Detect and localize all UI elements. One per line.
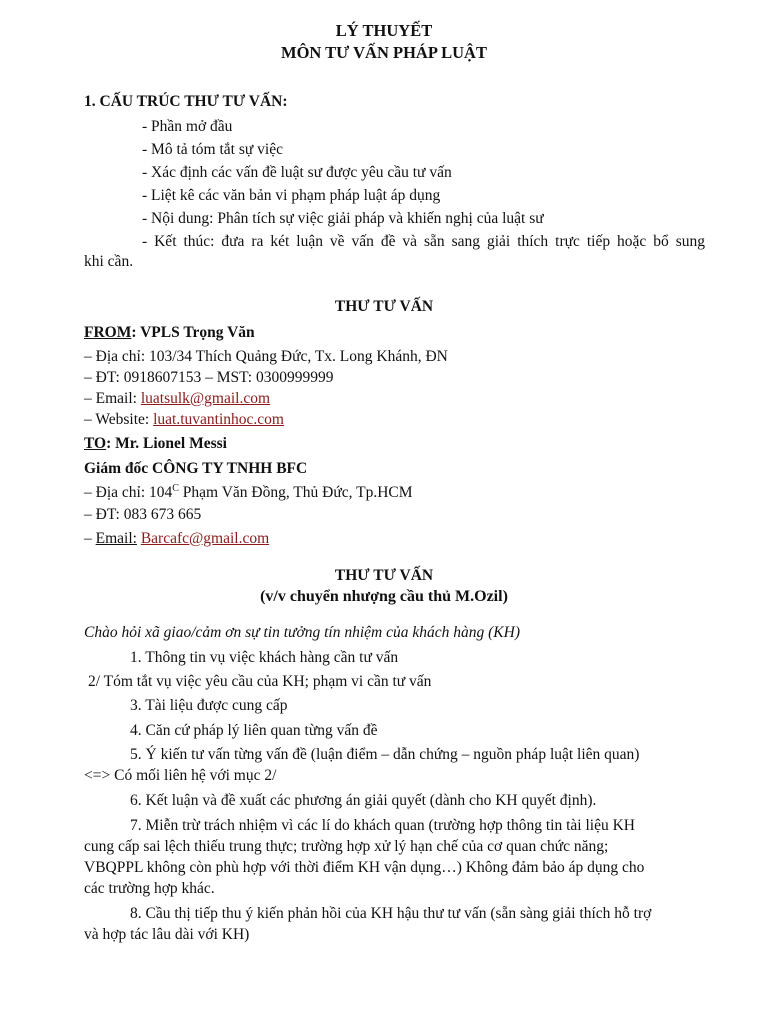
letter2-item-5: 5. Ý kiến tư vấn từng vấn đề (luận điểm – dẫn chứng – nguồn pháp luật liên quan) bbox=[130, 746, 640, 763]
from-name: : VPLS Trọng Văn bbox=[131, 324, 255, 341]
section1-item: - Phần mở đầu bbox=[142, 118, 233, 135]
letter2-heading: THƯ TƯ VẤN bbox=[334, 567, 434, 584]
to-email-link[interactable]: Barcafc@gmail.com bbox=[140, 530, 270, 547]
letter-heading: THƯ TƯ VẤN bbox=[334, 298, 434, 315]
letter2-item-7-cont: VBQPPL không còn phù hợp với thời điểm KH vận dụng…) Không đảm bảo áp dụng cho bbox=[84, 859, 645, 876]
from-label: FROM bbox=[84, 324, 132, 341]
letter2-item-5-cont: <=> Có mối liên hệ với mục 2/ bbox=[84, 767, 277, 784]
letter2-item-3: 3. Tài liệu được cung cấp bbox=[130, 697, 288, 714]
section1-item: - Kết thúc: đưa ra két luận về vấn đề và sẵn sang giải thích trực tiếp hoặc bổ sung bbox=[142, 233, 705, 250]
to-email-line bbox=[84, 529, 269, 549]
from-email-link[interactable]: luatsulk@gmail.com bbox=[140, 390, 271, 407]
to-company: Giám đốc CÔNG TY TNHH BFC bbox=[84, 460, 308, 477]
doc-title-line1: LÝ THUYẾT bbox=[335, 21, 433, 40]
to-name: : Mr. Lionel Messi bbox=[106, 435, 227, 452]
letter2-item-7-cont: cung cấp sai lệch thiếu trung thực; trường hợp xử lý hạn chế của cơ quan chức năng; bbox=[84, 838, 609, 855]
from-website-link[interactable]: luat.tuvantinhoc.com bbox=[153, 411, 284, 428]
from-phone: – ĐT: 0918607153 – MST: 0300999999 bbox=[84, 369, 334, 386]
to-address-sup: C bbox=[172, 482, 179, 494]
section1-item-continuation: khi cần. bbox=[84, 253, 134, 270]
to-label: TO bbox=[84, 435, 107, 452]
from-website-line bbox=[84, 410, 284, 430]
from-address: – Địa chỉ: 103/34 Thích Quảng Đức, Tx. Long Khánh, ĐN bbox=[84, 348, 448, 365]
section1-heading: 1. CẤU TRÚC THƯ TƯ VẤN: bbox=[84, 93, 288, 110]
to-email-pre: – bbox=[84, 530, 96, 547]
to-address-pre: – Địa chỉ: 104 bbox=[84, 484, 173, 501]
letter2-item-4: 4. Căn cứ pháp lý liên quan từng vấn đề bbox=[130, 722, 378, 739]
to-phone: – ĐT: 083 673 665 bbox=[84, 506, 202, 523]
from-email-label: – Email: bbox=[84, 390, 141, 407]
letter2-item-8-cont: và hợp tác lâu dài với KH) bbox=[84, 926, 250, 943]
doc-title-line2: MÔN TƯ VẤN PHÁP LUẬT bbox=[281, 43, 487, 62]
from-email-line bbox=[84, 389, 270, 409]
to-address-post: Phạm Văn Đồng, Thủ Đức, Tp.HCM bbox=[178, 484, 413, 501]
section1-item: - Liệt kê các văn bản vi phạm pháp luật áp dụng bbox=[142, 187, 441, 204]
letter2-item-2: 2/ Tóm tắt vụ việc yêu cầu của KH; phạm vi cần tư vấn bbox=[88, 673, 432, 690]
to-line bbox=[84, 434, 227, 454]
letter2-item-6: 6. Kết luận và đề xuất các phương án giải quyết (dành cho KH quyết định). bbox=[130, 792, 597, 809]
letter2-greeting: Chào hỏi xã giao/cảm ơn sự tin tưởng tín nhiệm của khách hàng (KH) bbox=[84, 624, 520, 641]
letter2-item-1: 1. Thông tin vụ việc khách hàng cần tư vấn bbox=[130, 649, 399, 666]
from-website-label: – Website: bbox=[84, 411, 154, 428]
letter2-item-8: 8. Cầu thị tiếp thu ý kiến phản hồi của KH hậu thư tư vấn (sẵn sàng giải thích hỗ trợ bbox=[130, 905, 652, 922]
from-line bbox=[84, 323, 255, 343]
section1-item: - Nội dung: Phân tích sự việc giải pháp và khiến nghị của luật sư bbox=[142, 210, 544, 227]
letter2-item-7-cont: các trường hợp khác. bbox=[84, 880, 215, 897]
letter2-item-7: 7. Miễn trừ trách nhiệm vì các lí do khách quan (trường hợp thông tin tài liệu KH bbox=[130, 817, 635, 834]
letter2-subheading: (v/v chuyển nhượng cầu thủ M.Ozil) bbox=[260, 588, 508, 605]
to-address bbox=[84, 483, 413, 503]
section1-item: - Xác định các vấn đề luật sư được yêu cầu tư vấn bbox=[142, 164, 452, 181]
section1-item: - Mô tả tóm tắt sự việc bbox=[142, 141, 283, 158]
to-email-label: Email: bbox=[95, 530, 137, 547]
